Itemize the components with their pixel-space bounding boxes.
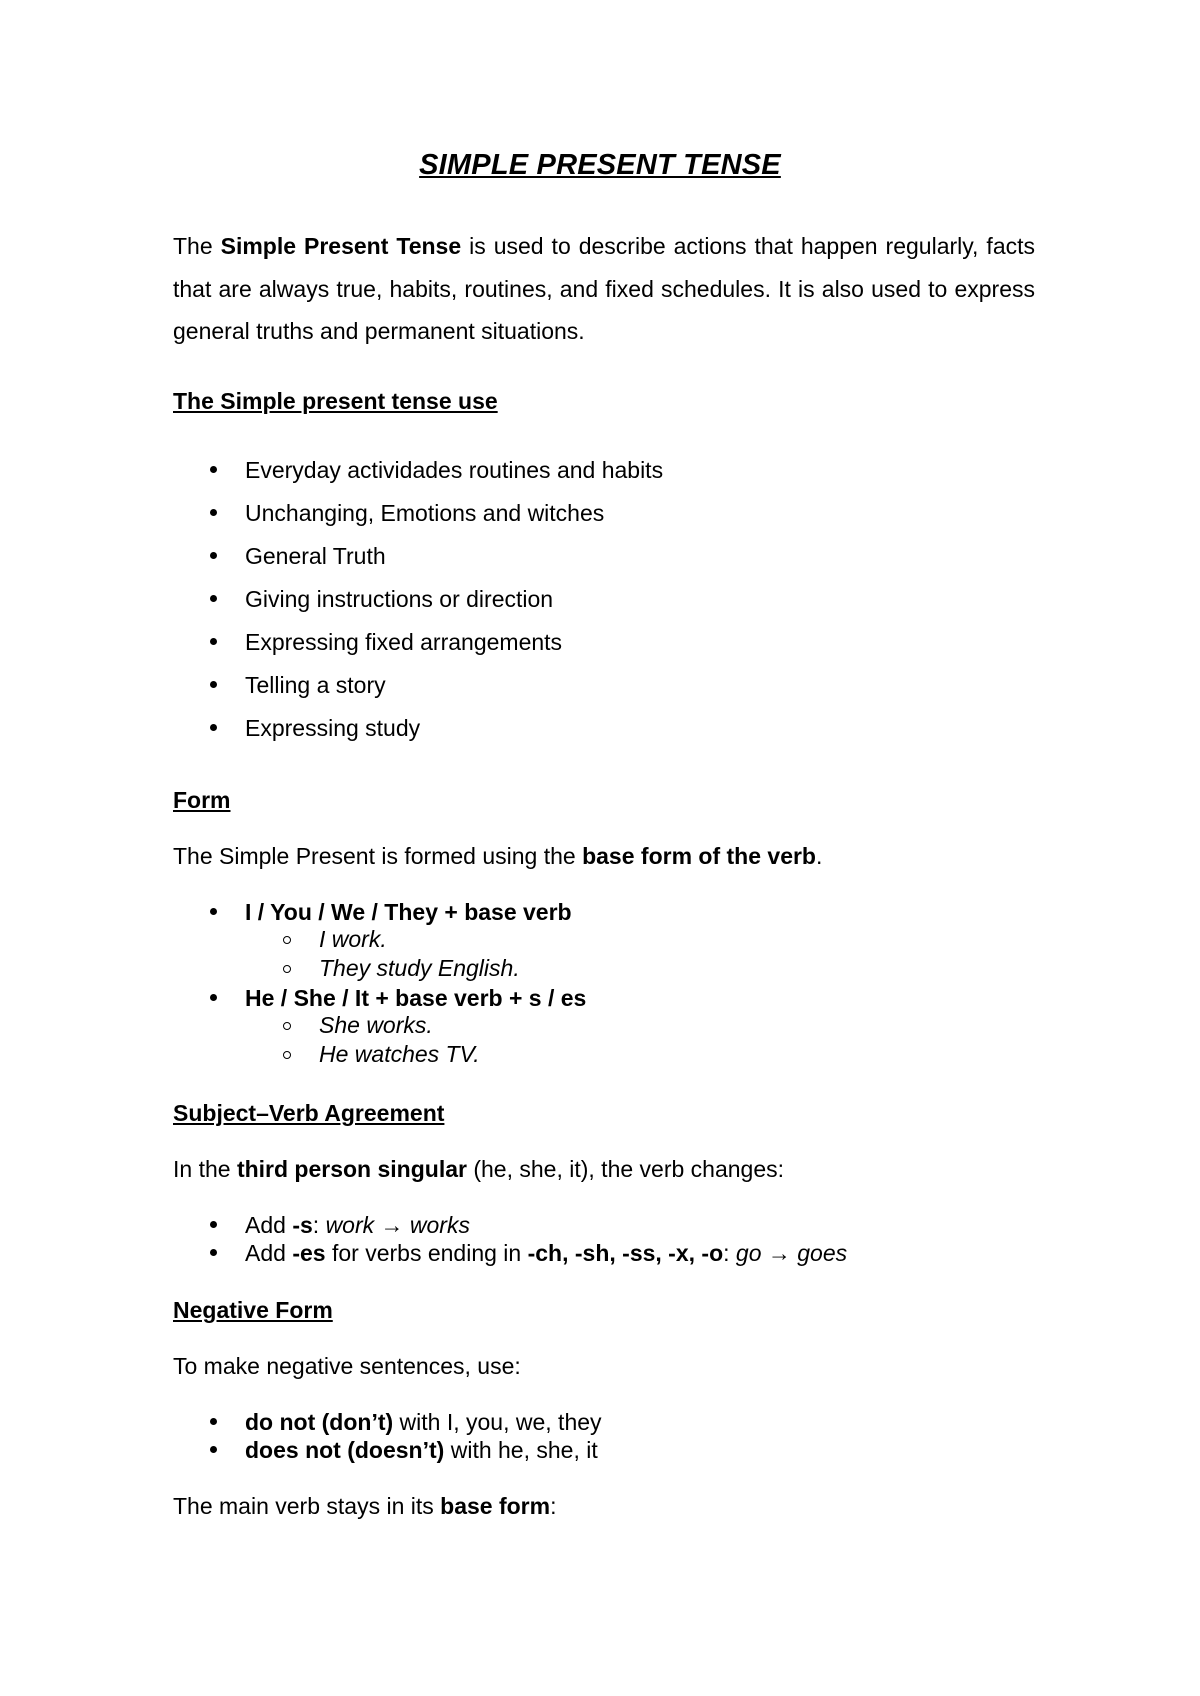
negative-item-text bbox=[245, 1436, 598, 1464]
example-text: They study English. bbox=[319, 955, 520, 981]
form-rule-text: He / She / It + base verb + s / es bbox=[245, 985, 587, 1011]
intro-post: is used to describe actions that happen regularly, facts that are always true, habits, routines, and fixed schedules. It is also used to express general truths and permanent situations. bbox=[173, 233, 1035, 344]
list-item-text: Expressing study bbox=[245, 715, 421, 741]
agreement-text bbox=[173, 1155, 784, 1183]
bullet-icon bbox=[210, 1418, 217, 1425]
item-example: go → goes bbox=[735, 1240, 848, 1266]
form-heading: Form bbox=[173, 787, 231, 813]
bullet-icon bbox=[210, 595, 217, 602]
example-text: He watches TV. bbox=[319, 1041, 480, 1067]
agreement-item-text bbox=[245, 1239, 847, 1267]
closing-text bbox=[173, 1492, 556, 1520]
example-text: She works. bbox=[319, 1012, 433, 1038]
form-rule-text: I / You / We / They + base verb bbox=[245, 899, 572, 925]
item-bold: does not (doesn’t) bbox=[245, 1437, 445, 1463]
list-item-text: Unchanging, Emotions and witches bbox=[245, 500, 605, 526]
bullet-icon bbox=[210, 1249, 217, 1256]
bullet-icon bbox=[210, 1446, 217, 1453]
intro-bold: Simple Present Tense bbox=[220, 233, 462, 259]
circle-bullet-icon bbox=[283, 936, 291, 944]
item-example: work → works bbox=[325, 1212, 470, 1238]
item-pre: Add bbox=[245, 1212, 293, 1238]
item-pre: Add bbox=[245, 1240, 293, 1266]
intro-pre: The bbox=[173, 233, 221, 259]
closing-post: : bbox=[550, 1493, 557, 1519]
intro-paragraph bbox=[173, 225, 1035, 353]
item-bold: -es bbox=[292, 1240, 326, 1266]
agreement-item-text bbox=[245, 1211, 470, 1239]
form-text-pre: The Simple Present is formed using the bbox=[173, 843, 583, 869]
closing-pre: The main verb stays in its bbox=[173, 1493, 441, 1519]
negative-item-text bbox=[245, 1408, 602, 1436]
list-item-text: Giving instructions or direction bbox=[245, 586, 554, 612]
agreement-text-post: (he, she, it), the verb changes: bbox=[466, 1156, 785, 1182]
negative-heading: Negative Form bbox=[173, 1297, 333, 1323]
list-item-text: General Truth bbox=[245, 543, 386, 569]
list-item-text: Everyday actividades routines and habits bbox=[245, 457, 664, 483]
item-colon: : bbox=[312, 1212, 326, 1238]
bullet-icon bbox=[210, 994, 217, 1001]
item-mid: for verbs ending in bbox=[325, 1240, 528, 1266]
negative-text: To make negative sentences, use: bbox=[173, 1353, 521, 1379]
item-rest: with he, she, it bbox=[444, 1437, 598, 1463]
form-text-bold: base form of the verb bbox=[582, 843, 816, 869]
form-text bbox=[173, 842, 822, 870]
bullet-icon bbox=[210, 509, 217, 516]
bullet-icon bbox=[210, 638, 217, 645]
circle-bullet-icon bbox=[283, 1051, 291, 1059]
item-bold: -s bbox=[292, 1212, 313, 1238]
bullet-icon bbox=[210, 466, 217, 473]
list-item-text: Expressing fixed arrangements bbox=[245, 629, 563, 655]
example-text: I work. bbox=[319, 926, 387, 952]
list-item-text: Telling a story bbox=[245, 672, 386, 698]
item-colon: : bbox=[723, 1240, 736, 1266]
circle-bullet-icon bbox=[283, 965, 291, 973]
form-text-post: . bbox=[815, 843, 823, 869]
page-title: SIMPLE PRESENT TENSE bbox=[419, 149, 781, 181]
agreement-text-pre: In the bbox=[173, 1156, 237, 1182]
bullet-icon bbox=[210, 1221, 217, 1228]
item-endings: -ch, -sh, -ss, -x, -o bbox=[527, 1240, 724, 1266]
item-rest: with I, you, we, they bbox=[393, 1409, 602, 1435]
bullet-icon bbox=[210, 724, 217, 731]
closing-bold: base form bbox=[440, 1493, 551, 1519]
circle-bullet-icon bbox=[283, 1022, 291, 1030]
bullet-icon bbox=[210, 908, 217, 915]
bullet-icon bbox=[210, 681, 217, 688]
agreement-heading: Subject–Verb Agreement bbox=[173, 1100, 445, 1126]
bullet-icon bbox=[210, 552, 217, 559]
agreement-text-bold: third person singular bbox=[236, 1156, 467, 1182]
item-bold: do not (don’t) bbox=[245, 1409, 394, 1435]
uses-heading: The Simple present tense use bbox=[173, 388, 498, 414]
